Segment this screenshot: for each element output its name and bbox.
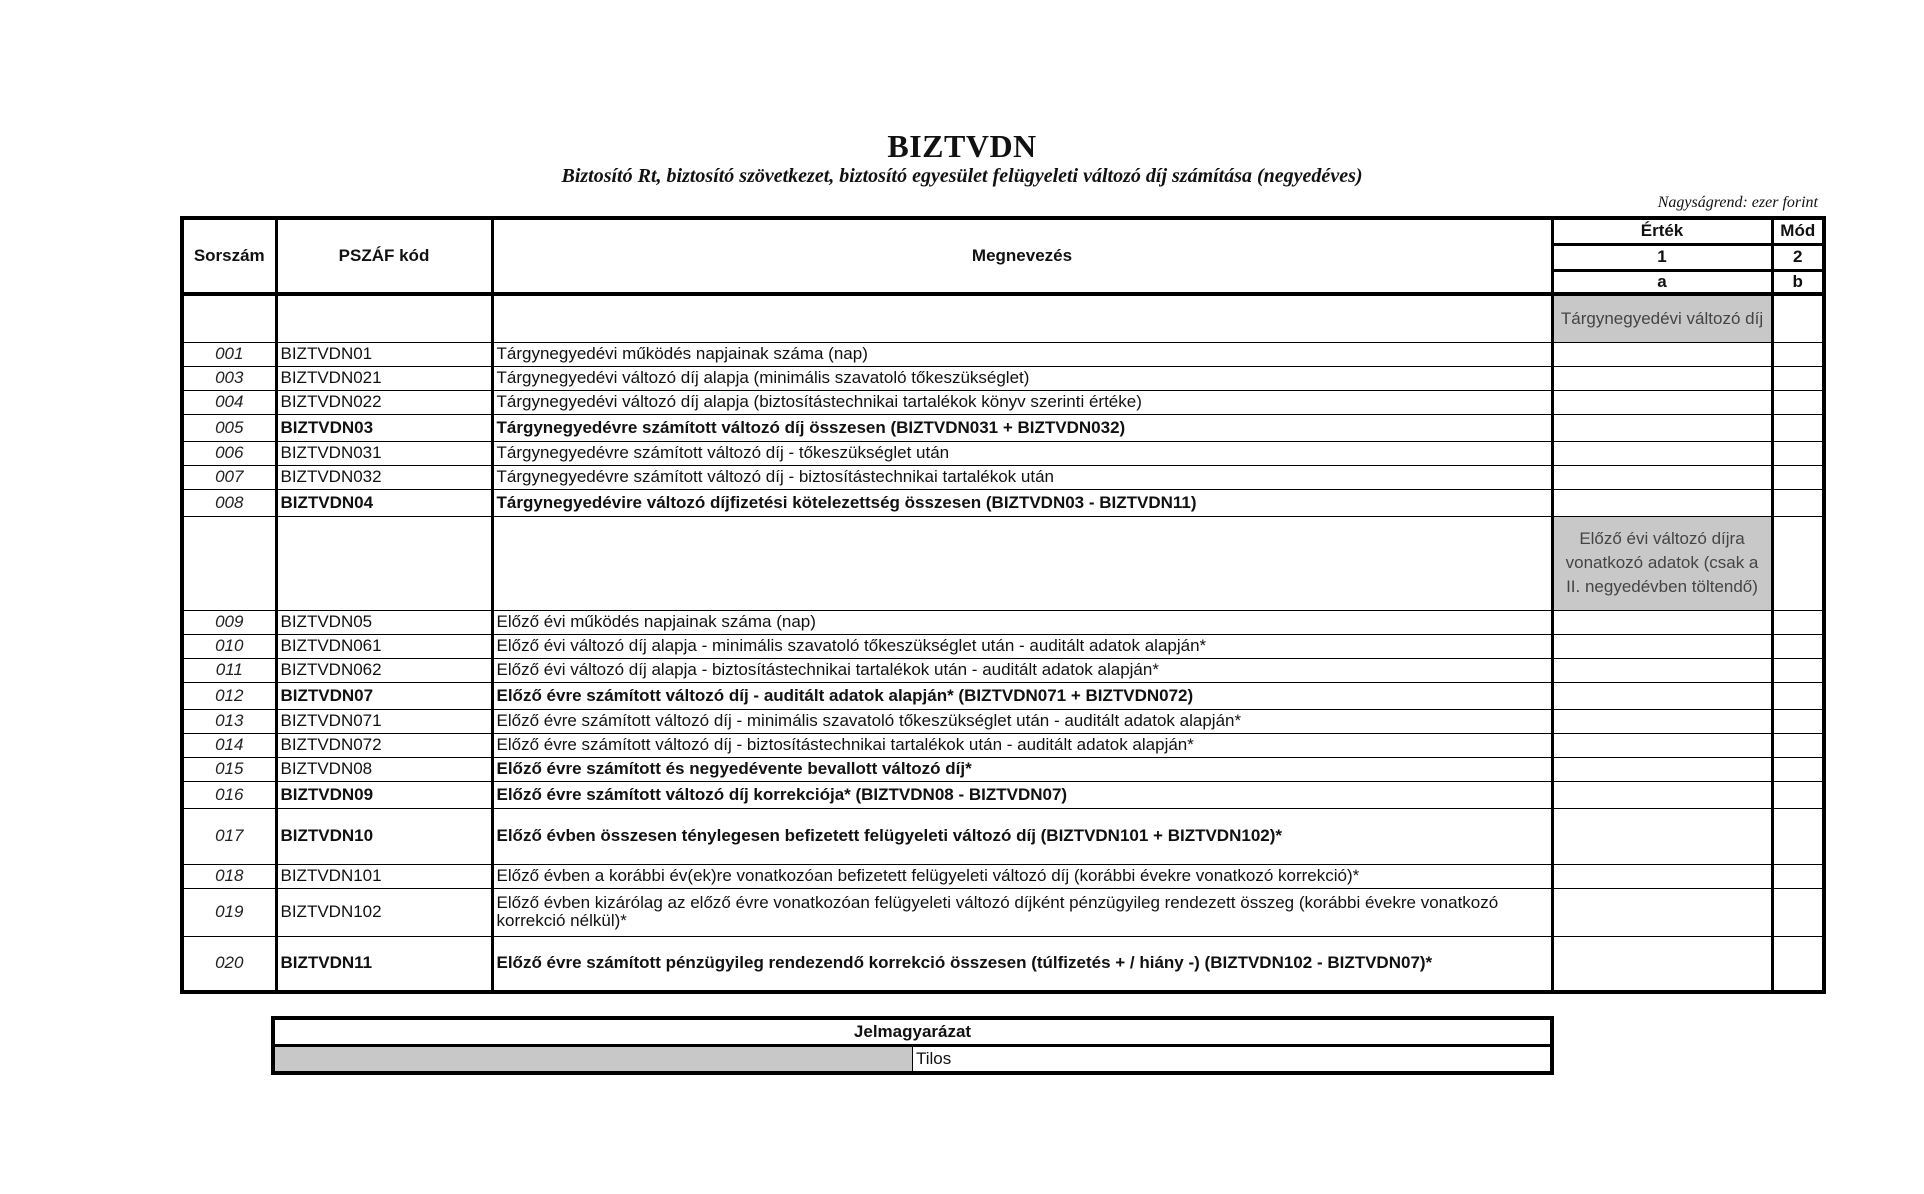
row-description: Előző évre számított változó díj - minimális szavatoló tőkeszükséglet után - auditált adatok alapján* (492, 709, 1552, 733)
row-description: Előző évi változó díj alapja - biztosítástechnikai tartalékok után - auditált adatok alapján* (492, 658, 1552, 682)
row-code: BIZTVDN03 (276, 414, 492, 441)
row-number: 011 (182, 658, 276, 682)
row-description: Tárgynegyedévre számított változó díj - tőkeszükséglet után (492, 441, 1552, 465)
section-row-elozo-ev (182, 516, 1824, 610)
mod-cell[interactable] (1772, 414, 1824, 441)
header-ertek: Érték (1552, 218, 1772, 244)
legend-table (271, 1016, 1554, 1075)
row-number: 009 (182, 610, 276, 634)
table-row (182, 808, 1824, 864)
row-description: Előző évre számított változó díj korrekciója* (BIZTVDN08 - BIZTVDN07) (492, 781, 1552, 808)
row-description: Tárgynegyedévre számított változó díj - biztosítástechnikai tartalékok után (492, 465, 1552, 489)
form-title: BIZTVDN (887, 128, 1037, 164)
row-description: Tárgynegyedévi változó díj alapja (biztosítástechnikai tartalékok könyv szerinti értéke) (492, 390, 1552, 414)
main-table (180, 216, 1826, 994)
mod-cell[interactable] (1772, 864, 1824, 888)
mod-cell[interactable] (1772, 634, 1824, 658)
mod-cell[interactable] (1772, 682, 1824, 709)
table-row (182, 342, 1824, 366)
value-cell[interactable] (1552, 658, 1772, 682)
mod-cell[interactable] (1772, 465, 1824, 489)
row-number: 013 (182, 709, 276, 733)
mod-cell[interactable] (1772, 733, 1824, 757)
row-number: 005 (182, 414, 276, 441)
header-mod: Mód (1772, 218, 1824, 244)
table-row (182, 634, 1824, 658)
row-code: BIZTVDN04 (276, 489, 492, 516)
row-code: BIZTVDN10 (276, 808, 492, 864)
row-description: Előző évre számított pénzügyileg rendezendő korrekció összesen (túlfizetés + / hiány -) (BIZTVDN102 - BIZTVDN07)* (492, 936, 1552, 992)
mod-cell[interactable] (1772, 366, 1824, 390)
row-number: 010 (182, 634, 276, 658)
table-row (182, 709, 1824, 733)
table-row (182, 757, 1824, 781)
header-mod-num: 2 (1772, 244, 1824, 270)
header-mod-letter: b (1772, 270, 1824, 294)
row-number: 001 (182, 342, 276, 366)
value-cell[interactable] (1552, 888, 1772, 936)
section-label-targynegyed: Tárgynegyedévi változó díj (1552, 294, 1772, 342)
row-number: 018 (182, 864, 276, 888)
table-row (182, 489, 1824, 516)
table-row (182, 781, 1824, 808)
mod-cell[interactable] (1772, 489, 1824, 516)
table-row (182, 658, 1824, 682)
row-number: 017 (182, 808, 276, 864)
table-row (182, 414, 1824, 441)
row-description: Előző évben összesen ténylegesen befizetett felügyeleti változó díj (BIZTVDN101 + BIZTVDN102)* (492, 808, 1552, 864)
section-label-elozo-ev: Előző évi változó díjra vonatkozó adatok (csak a II. negyedévben töltendő) (1552, 516, 1772, 610)
legend-swatch-gray (273, 1046, 913, 1074)
row-code: BIZTVDN11 (276, 936, 492, 992)
table-row (182, 465, 1824, 489)
mod-cell[interactable] (1772, 390, 1824, 414)
row-description: Előző évre számított és negyedévente bevallott változó díj* (492, 757, 1552, 781)
row-number: 007 (182, 465, 276, 489)
value-cell[interactable] (1552, 414, 1772, 441)
header-ertek-num: 1 (1552, 244, 1772, 270)
row-description: Tárgynegyedévi változó díj alapja (minimális szavatoló tőkeszükséglet) (492, 366, 1552, 390)
mod-cell[interactable] (1772, 781, 1824, 808)
row-number: 014 (182, 733, 276, 757)
row-description: Tárgynegyedévi működés napjainak száma (nap) (492, 342, 1552, 366)
row-code: BIZTVDN071 (276, 709, 492, 733)
row-number: 003 (182, 366, 276, 390)
value-cell[interactable] (1552, 465, 1772, 489)
row-code: BIZTVDN032 (276, 465, 492, 489)
legend-title: Jelmagyarázat (273, 1018, 1552, 1046)
table-row (182, 390, 1824, 414)
row-number: 008 (182, 489, 276, 516)
value-cell[interactable] (1552, 366, 1772, 390)
row-description: Előző évre számított változó díj - auditált adatok alapján* (BIZTVDN071 + BIZTVDN072) (492, 682, 1552, 709)
mod-cell[interactable] (1772, 757, 1824, 781)
table-row (182, 864, 1824, 888)
header-sorszam: Sorszám (182, 218, 276, 294)
value-cell[interactable] (1552, 682, 1772, 709)
mod-cell[interactable] (1772, 709, 1824, 733)
value-cell[interactable] (1552, 757, 1772, 781)
value-cell[interactable] (1552, 610, 1772, 634)
form-subtitle: Biztosító Rt, biztosító szövetkezet, biztosító egyesület felügyeleti változó díj számítása (negyedéves) (561, 165, 1363, 187)
row-code: BIZTVDN08 (276, 757, 492, 781)
mod-cell[interactable] (1772, 658, 1824, 682)
row-description: Előző évben a korábbi év(ek)re vonatkozóan befizetett felügyeleti változó díj (korábbi évekre vonatkozó korrekció)* (492, 864, 1552, 888)
table-row (182, 888, 1824, 936)
table-row (182, 366, 1824, 390)
row-code: BIZTVDN101 (276, 864, 492, 888)
row-code: BIZTVDN07 (276, 682, 492, 709)
row-number: 004 (182, 390, 276, 414)
legend-item-label: Tilos (913, 1046, 1553, 1074)
header-megnevezes: Megnevezés (492, 218, 1552, 294)
table-row (182, 936, 1824, 992)
row-code: BIZTVDN09 (276, 781, 492, 808)
row-code: BIZTVDN062 (276, 658, 492, 682)
row-number: 016 (182, 781, 276, 808)
row-number: 019 (182, 888, 276, 936)
row-description: Előző évi működés napjainak száma (nap) (492, 610, 1552, 634)
table-row (182, 733, 1824, 757)
row-number: 006 (182, 441, 276, 465)
row-code: BIZTVDN021 (276, 366, 492, 390)
row-code: BIZTVDN072 (276, 733, 492, 757)
header-pszaf-kod: PSZÁF kód (276, 218, 492, 294)
mod-cell[interactable] (1772, 888, 1824, 936)
row-description: Előző évben kizárólag az előző évre vonatkozóan felügyeleti változó díjként pénzügyileg rendezett összeg (korábbi évekre vonatkozó korrekció nélkül)* (492, 888, 1552, 936)
row-description: Tárgynegyedévire változó díjfizetési kötelezettség összesen (BIZTVDN03 - BIZTVDN11) (492, 489, 1552, 516)
row-number: 015 (182, 757, 276, 781)
mod-cell[interactable] (1772, 936, 1824, 992)
mod-cell[interactable] (1772, 808, 1824, 864)
value-cell[interactable] (1552, 390, 1772, 414)
value-cell[interactable] (1552, 489, 1772, 516)
row-description: Tárgynegyedévre számított változó díj összesen (BIZTVDN031 + BIZTVDN032) (492, 414, 1552, 441)
row-code: BIZTVDN061 (276, 634, 492, 658)
row-description: Előző évi változó díj alapja - minimális szavatoló tőkeszükséglet után - auditált adatok alapján* (492, 634, 1552, 658)
row-number: 012 (182, 682, 276, 709)
value-cell[interactable] (1552, 709, 1772, 733)
value-cell[interactable] (1552, 733, 1772, 757)
value-cell[interactable] (1552, 634, 1772, 658)
row-code: BIZTVDN01 (276, 342, 492, 366)
section-row-targynegyed (182, 294, 1824, 342)
value-cell[interactable] (1552, 781, 1772, 808)
value-cell[interactable] (1552, 936, 1772, 992)
table-row (182, 610, 1824, 634)
table-row (182, 441, 1824, 465)
row-number: 020 (182, 936, 276, 992)
row-code: BIZTVDN102 (276, 888, 492, 936)
table-row (182, 682, 1824, 709)
row-description: Előző évre számított változó díj - biztosítástechnikai tartalékok után - auditált adatok alapján* (492, 733, 1552, 757)
value-cell[interactable] (1552, 342, 1772, 366)
row-code: BIZTVDN05 (276, 610, 492, 634)
units-note: Nagyságrend: ezer forint (1657, 194, 1818, 211)
value-cell[interactable] (1552, 864, 1772, 888)
header-ertek-letter: a (1552, 270, 1772, 294)
value-cell[interactable] (1552, 441, 1772, 465)
row-code: BIZTVDN031 (276, 441, 492, 465)
mod-cell[interactable] (1772, 610, 1824, 634)
value-cell[interactable] (1552, 808, 1772, 864)
row-code: BIZTVDN022 (276, 390, 492, 414)
mod-cell[interactable] (1772, 342, 1824, 366)
mod-cell[interactable] (1772, 441, 1824, 465)
